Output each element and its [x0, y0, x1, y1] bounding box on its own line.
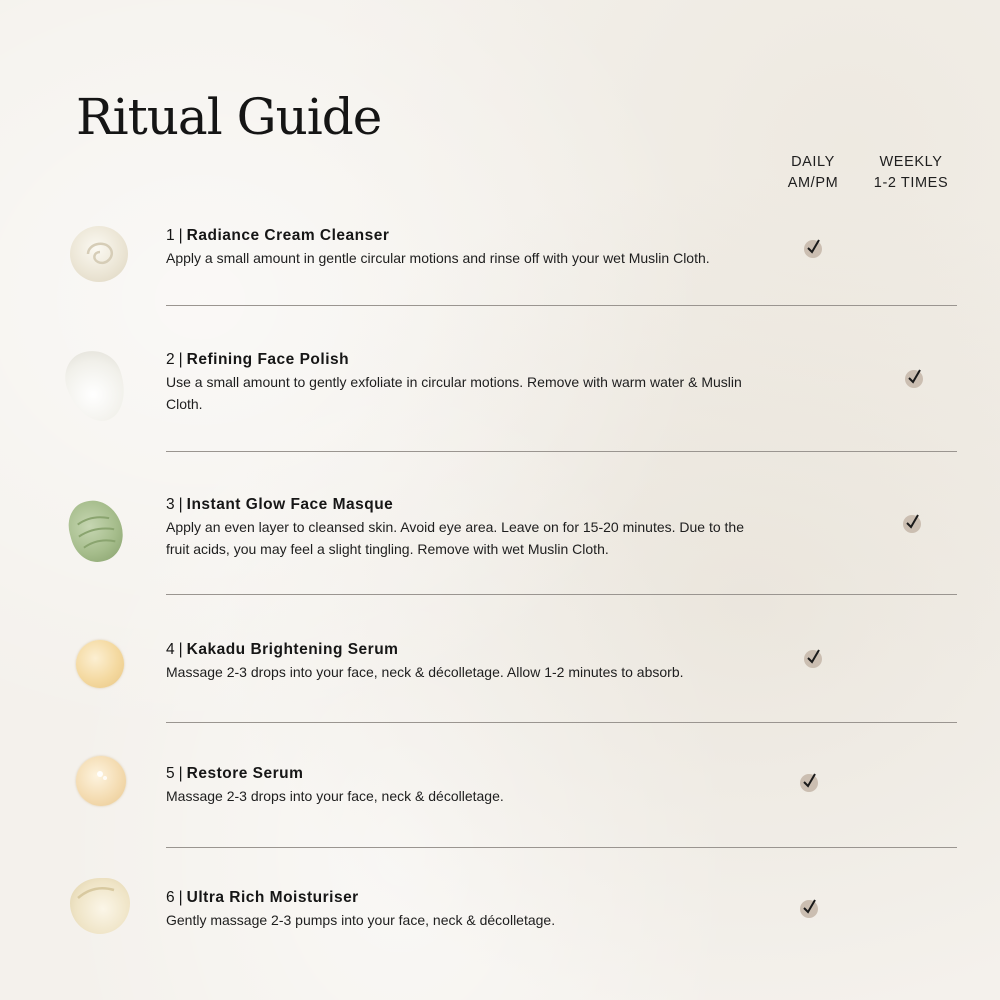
- step-description: Use a small amount to gently exfoliate in circular motions. Remove with warm water & Muslin Cloth.: [166, 374, 742, 412]
- divider: [166, 722, 957, 723]
- check-icon: [903, 515, 921, 533]
- check-icon: [804, 650, 822, 668]
- step-name: Ultra Rich Moisturiser: [186, 889, 359, 906]
- check-icon: [905, 370, 923, 388]
- moisturiser-swatch-icon: [70, 878, 130, 934]
- check-icon: [800, 900, 818, 918]
- divider: [166, 451, 957, 452]
- step-title: 1 | Radiance Cream Cleanser: [166, 227, 390, 244]
- step-name: Radiance Cream Cleanser: [186, 227, 390, 244]
- step-number: 4: [166, 641, 175, 658]
- column-header-weekly-line2: 1-2 TIMES: [873, 175, 949, 191]
- column-header-daily-line1: DAILY: [791, 154, 835, 170]
- cream-swatch-icon: [70, 226, 128, 282]
- step-number: 1: [166, 227, 175, 244]
- step-name: Kakadu Brightening Serum: [186, 641, 399, 658]
- step-title: 5 | Restore Serum: [166, 765, 304, 782]
- divider: [166, 847, 957, 848]
- check-icon: [800, 774, 818, 792]
- step-title: 4 | Kakadu Brightening Serum: [166, 641, 399, 658]
- serum-drop-icon: [76, 640, 124, 688]
- divider: [166, 594, 957, 595]
- step-description: Apply a small amount in gentle circular motions and rinse off with your wet Muslin Cloth.: [166, 250, 710, 266]
- serum-drop-icon: [76, 756, 126, 806]
- step-description: Massage 2-3 drops into your face, neck & décolletage.: [166, 788, 504, 804]
- step-name: Refining Face Polish: [186, 351, 350, 368]
- masque-swatch-icon: [63, 494, 129, 567]
- step-title: 2 | Refining Face Polish: [166, 351, 350, 368]
- step-number: 2: [166, 351, 175, 368]
- column-header-daily: [772, 152, 854, 194]
- step-description: Massage 2-3 drops into your face, neck & décolletage. Allow 1-2 minutes to absorb.: [166, 664, 684, 680]
- check-icon: [804, 240, 822, 258]
- step-name: Instant Glow Face Masque: [186, 496, 394, 513]
- column-header-weekly: [862, 152, 960, 194]
- step-name: Restore Serum: [186, 765, 304, 782]
- step-number: 6: [166, 889, 175, 906]
- step-title: 6 | Ultra Rich Moisturiser: [166, 889, 359, 906]
- page-title: Ritual Guide: [76, 88, 382, 146]
- polish-swatch-icon: [57, 343, 134, 430]
- step-title: 3 | Instant Glow Face Masque: [166, 496, 394, 513]
- column-header-daily-line2: AM/PM: [787, 175, 839, 191]
- step-description: Apply an even layer to cleansed skin. Avoid eye area. Leave on for 15-20 minutes. Due to the fruit acids, you may feel a slight tingling. Remove with wet Muslin Cloth.: [166, 519, 744, 557]
- step-number: 3: [166, 496, 175, 513]
- divider: [166, 305, 957, 306]
- step-description: Gently massage 2-3 pumps into your face, neck & décolletage.: [166, 912, 556, 928]
- column-header-weekly-line1: WEEKLY: [879, 154, 943, 170]
- step-number: 5: [166, 765, 175, 782]
